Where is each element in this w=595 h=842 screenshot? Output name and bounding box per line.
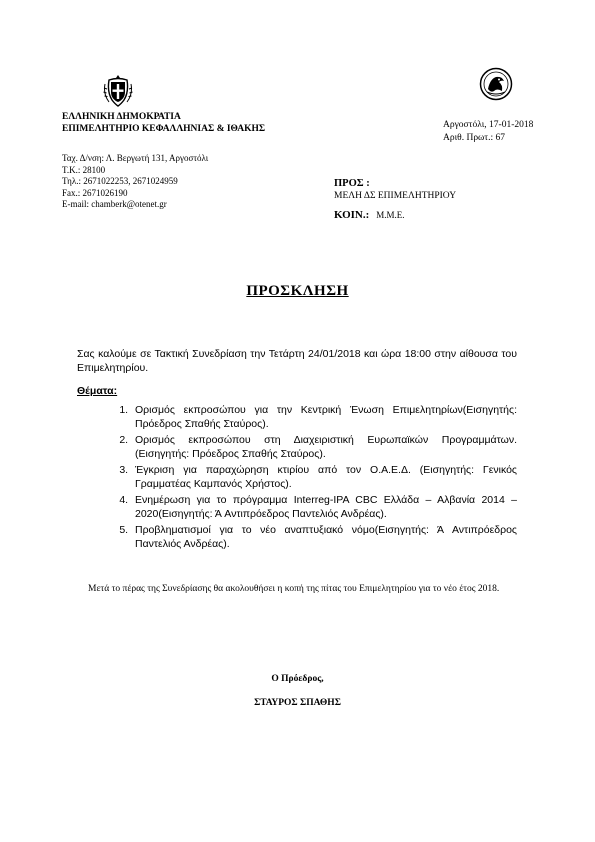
- contact-email: E-mail: chamberk@otenet.gr: [62, 199, 167, 209]
- contact-fax: Fax.: 2671026190: [62, 187, 128, 198]
- contact-phone: Τηλ.: 2671022253, 2671024959: [62, 176, 178, 186]
- list-item: 5. Προβληματισμοί για το νέο αναπτυξιακό νόμο(Εισηγητής: Ά Αντιπρόεδρος Παντελιός Ανδρέας).: [131, 523, 517, 551]
- cc-label: ΚΟΙΝ.:: [334, 209, 370, 221]
- chamber-logo-icon: [479, 67, 513, 101]
- document-date: Αργοστόλι, 17-01-2018: [443, 120, 534, 130]
- contact-postcode: Τ.Κ.: 28100: [62, 164, 106, 175]
- org-line-1: ΕΛΛΗΝΙΚΗ ΔΗΜΟΚΡΑΤΙΑ: [62, 112, 181, 122]
- organization-header: [62, 111, 265, 135]
- topics-list: [77, 403, 517, 553]
- invitation-text: Σας καλούμε σε Τακτική Συνεδρίαση την Τετάρτη 24/01/2018 και ώρα 18:00 στην αίθουσα του Επιμελητηρίου.: [77, 348, 517, 374]
- list-item: 1. Ορισμός εκπροσώπου για την Κεντρική Ένωση Επιμελητηρίων(Εισηγητής: Πρόεδρος Σπαθής Σταύρος).: [131, 403, 517, 431]
- cc-value: Μ.Μ.Ε.: [376, 210, 405, 220]
- closing-note: Μετά το πέρας της Συνεδρίασης θα ακολουθήσει η κοπή της πίτας του Επιμελητηρίου για το νέο έτος 2018.: [88, 584, 500, 594]
- list-item: 2. Ορισμός εκπροσώπου στη Διαχειριστική Ευρωπαϊκών Προγραμμάτων. (Εισηγητής: Πρόεδρος Σπαθής Σταύρος).: [131, 433, 517, 461]
- contact-block: [62, 153, 208, 211]
- org-line-2: ΕΠΙΜΕΛΗΤΗΡΙΟ ΚΕΦΑΛΛΗΝΙΑΣ & ΙΘΑΚΗΣ: [62, 124, 266, 134]
- protocol-number: Αριθ. Πρωτ.: 67: [443, 133, 506, 143]
- recipients-block: [334, 178, 456, 222]
- contact-address: Ταχ. Δ/νση: Λ. Βεργωτή 131, Αργοστόλι: [62, 153, 209, 163]
- date-protocol-block: [443, 119, 533, 145]
- topics-label: Θέματα:: [77, 385, 118, 397]
- to-label: ΠΡΟΣ :: [334, 178, 370, 189]
- to-value: ΜΕΛΗ ΔΣ ΕΠΙΜΕΛΗΤΗΡΙΟΥ: [334, 191, 457, 201]
- list-item: 4. Ενημέρωση για το πρόγραμμα Interreg-IPA CBC Ελλάδα – Αλβανία 2014 – 2020(Εισηγητής: Ά Αντιπρόεδρος Παντελιός Ανδρέας).: [131, 493, 517, 521]
- signature-role: Ο Πρόεδρος,: [271, 674, 324, 684]
- greek-emblem-icon: [103, 74, 133, 108]
- signature-name: ΣΤΑΥΡΟΣ ΣΠΑΘΗΣ: [254, 698, 341, 708]
- document-title: ΠΡΟΣΚΛΗΣΗ: [246, 283, 349, 299]
- list-item: 3. Έγκριση για παραχώρηση κτιρίου από τον Ο.Α.Ε.Δ. (Εισηγητής: Γενικός Γραμματέας Καμπανός Χρήστος).: [131, 463, 517, 491]
